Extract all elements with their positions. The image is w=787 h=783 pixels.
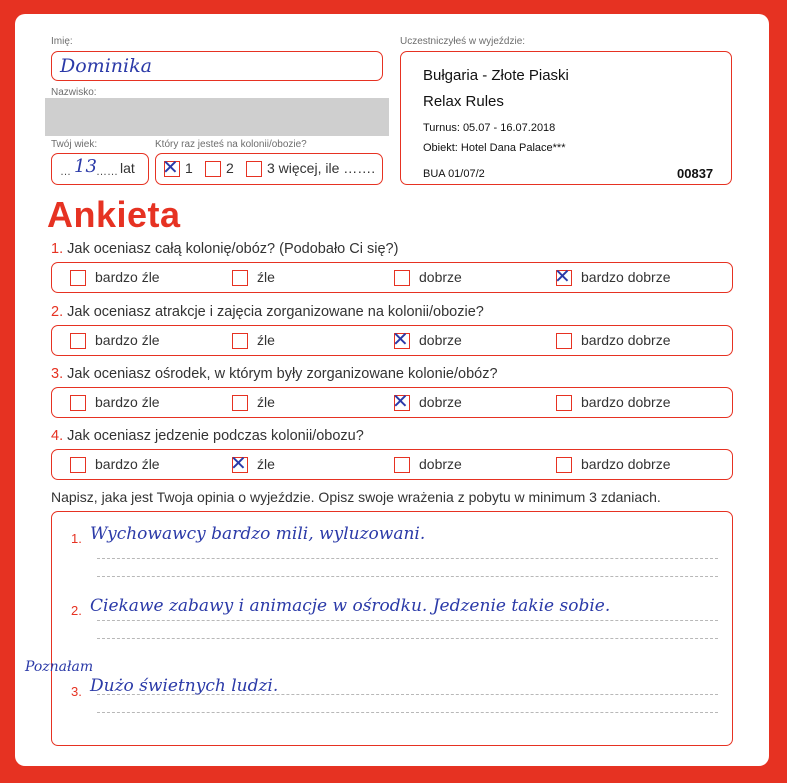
name-value: Dominika	[60, 55, 152, 77]
question-3-options	[51, 387, 733, 418]
trip-code: BUA 01/07/2	[423, 168, 485, 180]
age-label: Twój wiek:	[51, 139, 98, 150]
question-label: Jak oceniasz jedzenie podczas kolonii/obozu?	[67, 428, 364, 444]
question-number: 1.	[51, 241, 64, 257]
question-1-option-3-checkbox[interactable]	[394, 270, 410, 286]
question-3-option-1-checkbox[interactable]	[70, 395, 86, 411]
question-2-option-1-checkbox[interactable]	[70, 333, 86, 349]
question-3-option-2-checkbox[interactable]	[232, 395, 248, 411]
question-3-option-3-checkbox[interactable]	[392, 389, 410, 413]
question-2-option-3-checkbox[interactable]	[392, 327, 410, 351]
question-1-text	[51, 241, 398, 257]
question-2-text	[51, 304, 484, 320]
question-number: 2.	[51, 304, 64, 320]
question-3-text	[51, 366, 498, 382]
surname-label: Nazwisko:	[51, 87, 97, 98]
response-1-text: Wychowawcy bardzo mili, wyluzowani.	[90, 524, 426, 544]
response-3-number: 3.	[71, 684, 82, 699]
name-field[interactable]	[51, 51, 383, 81]
camp-option-2-checkbox[interactable]	[205, 161, 221, 177]
trip-program: Relax Rules	[423, 93, 504, 110]
option-label: źle	[257, 456, 275, 472]
question-4-option-3-checkbox[interactable]	[394, 457, 410, 473]
question-3-option-4-checkbox[interactable]	[556, 395, 572, 411]
camp-option-3-label: 3 więcej, ile …….	[267, 160, 376, 176]
writing-line	[97, 712, 718, 713]
question-label: Jak oceniasz ośrodek, w którym były zorganizowane kolonie/obóz?	[67, 366, 498, 382]
option-label: bardzo dobrze	[581, 332, 671, 348]
survey-sheet	[15, 14, 769, 766]
name-label: Imię:	[51, 36, 73, 47]
writing-line	[97, 620, 718, 621]
option-label: bardzo źle	[95, 269, 160, 285]
check-mark-icon: ✕	[392, 389, 409, 413]
question-2-option-2-checkbox[interactable]	[232, 333, 248, 349]
response-2-number: 2.	[71, 603, 82, 618]
writing-line	[97, 638, 718, 639]
option-label: źle	[257, 269, 275, 285]
camp-option-1-label: 1	[185, 160, 193, 176]
camp-label: Który raz jesteś na kolonii/obozie?	[155, 139, 307, 150]
opinion-prompt: Napisz, jaka jest Twoja opinia o wyjeździe. Opisz swoje wrażenia z pobytu w minimum 3 zdaniach.	[51, 489, 661, 505]
camp-count-group	[155, 153, 383, 185]
question-number: 4.	[51, 428, 64, 444]
option-label: bardzo źle	[95, 332, 160, 348]
check-mark-icon: ✕	[230, 451, 247, 475]
trip-number: 00837	[677, 166, 714, 181]
page-title: Ankieta	[47, 194, 181, 235]
option-label: bardzo dobrze	[581, 456, 671, 472]
margin-note: Poznałam	[25, 659, 94, 675]
question-4-text	[51, 428, 364, 444]
option-label: dobrze	[419, 332, 462, 348]
trip-turnus: Turnus: 05.07 - 16.07.2018	[423, 122, 556, 134]
check-mark-icon: ✕	[554, 264, 571, 288]
response-1-number: 1.	[71, 531, 82, 546]
writing-line	[97, 558, 718, 559]
question-1-option-4-checkbox[interactable]	[554, 264, 572, 288]
age-dots-after: ……	[96, 166, 118, 178]
age-value: 13	[74, 156, 97, 177]
option-label: dobrze	[419, 269, 462, 285]
question-label: Jak oceniasz atrakcje i zajęcia zorganizowane na kolonii/obozie?	[67, 304, 484, 320]
question-4-option-4-checkbox[interactable]	[556, 457, 572, 473]
question-4-option-1-checkbox[interactable]	[70, 457, 86, 473]
option-label: bardzo dobrze	[581, 269, 671, 285]
age-suffix: lat	[120, 160, 135, 176]
question-1-option-1-checkbox[interactable]	[70, 270, 86, 286]
option-label: dobrze	[419, 456, 462, 472]
question-2-option-4-checkbox[interactable]	[556, 333, 572, 349]
camp-option-3-checkbox[interactable]	[246, 161, 262, 177]
question-4-options	[51, 449, 733, 480]
question-1-options	[51, 262, 733, 293]
check-mark-icon: ✕	[162, 155, 179, 179]
question-4-option-2-checkbox[interactable]	[230, 451, 248, 475]
option-label: bardzo dobrze	[581, 394, 671, 410]
age-field[interactable]	[51, 153, 149, 185]
trip-info-box	[400, 51, 732, 185]
trip-hotel: Obiekt: Hotel Dana Palace***	[423, 142, 566, 154]
camp-option-2-label: 2	[226, 160, 234, 176]
trip-label: Uczestniczyłeś w wyjeździe:	[400, 36, 526, 47]
camp-option-1-checkbox[interactable]	[162, 155, 180, 179]
writing-line	[97, 576, 718, 577]
trip-destination: Bułgaria - Złote Piaski	[423, 67, 569, 84]
question-1-option-2-checkbox[interactable]	[232, 270, 248, 286]
surname-redacted	[45, 98, 389, 136]
option-label: bardzo źle	[95, 456, 160, 472]
question-2-options	[51, 325, 733, 356]
option-label: dobrze	[419, 394, 462, 410]
opinion-textarea[interactable]	[51, 511, 733, 746]
response-3-text: Dużo świetnych ludzi.	[90, 676, 279, 696]
question-label: Jak oceniasz całą kolonię/obóz? (Podobało Ci się?)	[67, 241, 399, 257]
response-2-text: Ciekawe zabawy i animacje w ośrodku. Jedzenie takie sobie.	[90, 596, 611, 616]
option-label: bardzo źle	[95, 394, 160, 410]
age-dots-before: …	[60, 166, 71, 178]
option-label: źle	[257, 394, 275, 410]
check-mark-icon: ✕	[392, 327, 409, 351]
question-number: 3.	[51, 366, 64, 382]
option-label: źle	[257, 332, 275, 348]
